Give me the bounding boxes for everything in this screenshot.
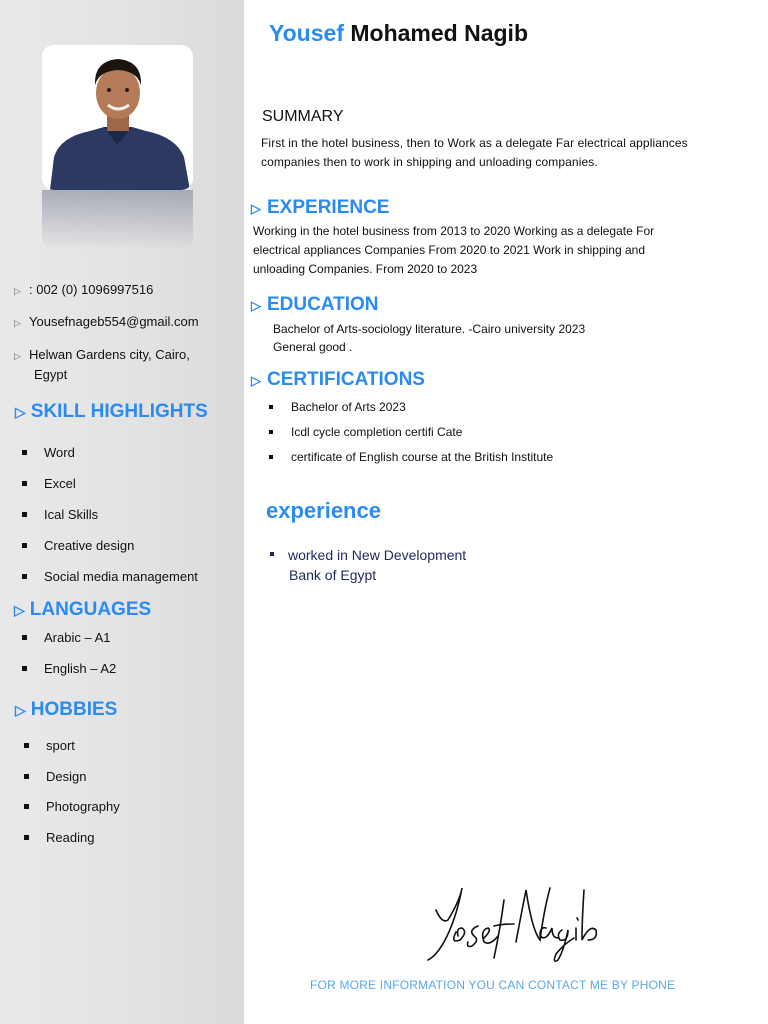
- triangle-bullet-icon: ▷: [15, 702, 26, 718]
- full-name: Yousef Mohamed Nagib: [269, 20, 528, 46]
- certification-item: Icdl cycle completion certifi Cate: [269, 425, 462, 439]
- handwritten-signature: [422, 880, 602, 970]
- triangle-bullet-icon: ▷: [14, 286, 21, 296]
- certifications-heading: ▷ CERTIFICATIONS: [251, 369, 425, 390]
- skill-item: Word: [22, 445, 75, 460]
- hobby-item: sport: [24, 738, 75, 753]
- contact-address: ▷ Helwan Gardens city, Cairo,: [14, 347, 190, 362]
- photo-reflection: [42, 190, 193, 250]
- summary-heading: SUMMARY: [262, 108, 344, 125]
- triangle-bullet-icon: ▷: [251, 201, 261, 216]
- hobby-item: Photography: [24, 799, 120, 814]
- signature-icon: [422, 880, 602, 965]
- languages-heading: ▷ LANGUAGES: [14, 599, 152, 620]
- person-portrait-icon: [42, 45, 193, 190]
- footer-note: FOR MORE INFORMATION YOU CAN CONTACT ME BY PHONE: [310, 978, 676, 992]
- education-heading: ▷ EDUCATION: [251, 294, 379, 315]
- contact-address-line2: Egypt: [34, 367, 68, 382]
- experience-secondary-item: worked in New Development Bank of Egypt: [270, 545, 466, 585]
- hobby-item: Design: [24, 769, 86, 784]
- skill-item: Excel: [22, 476, 76, 491]
- summary-text: First in the hotel business, then to Work as a delegate Far electrical appliances companies then to work in shipping and unloading companies.: [261, 136, 688, 169]
- hobbies-heading: ▷ HOBBIES: [15, 699, 118, 720]
- skills-heading: ▷ SKILL HIGHLIGHTS: [15, 401, 208, 422]
- triangle-bullet-icon: ▷: [14, 318, 21, 328]
- certification-item: Bachelor of Arts 2023: [269, 400, 406, 414]
- triangle-bullet-icon: ▷: [14, 351, 21, 361]
- triangle-bullet-icon: ▷: [251, 373, 261, 388]
- skill-item: Creative design: [22, 538, 134, 553]
- experience-heading: ▷ EXPERIENCE: [251, 197, 390, 218]
- profile-photo: [42, 45, 193, 190]
- language-item: Arabic – A1: [22, 630, 111, 645]
- language-item: English – A2: [22, 661, 116, 676]
- skill-item: Social media management: [22, 569, 198, 584]
- experience-secondary-heading: experience: [266, 498, 381, 523]
- skill-item: Ical Skills: [22, 507, 98, 522]
- certification-item: certificate of English course at the British Institute: [269, 450, 553, 464]
- education-text: Bachelor of Arts-sociology literature. -Cairo university 2023 General good .: [273, 322, 586, 354]
- experience-text: Working in the hotel business from 2013 to 2020 Working as a delegate For electrical appliances Companies From 2020 to 2021 Work in shipping and unloading Companies. From 2020 to 2023: [253, 224, 655, 276]
- hobby-item: Reading: [24, 830, 94, 845]
- triangle-bullet-icon: ▷: [15, 404, 26, 420]
- contact-email: ▷ Yousefnageb554@gmail.com: [14, 314, 199, 329]
- triangle-bullet-icon: ▷: [251, 298, 261, 313]
- triangle-bullet-icon: ▷: [14, 602, 25, 618]
- contact-phone: ▷ : 002 (0) 1096997516: [14, 282, 154, 297]
